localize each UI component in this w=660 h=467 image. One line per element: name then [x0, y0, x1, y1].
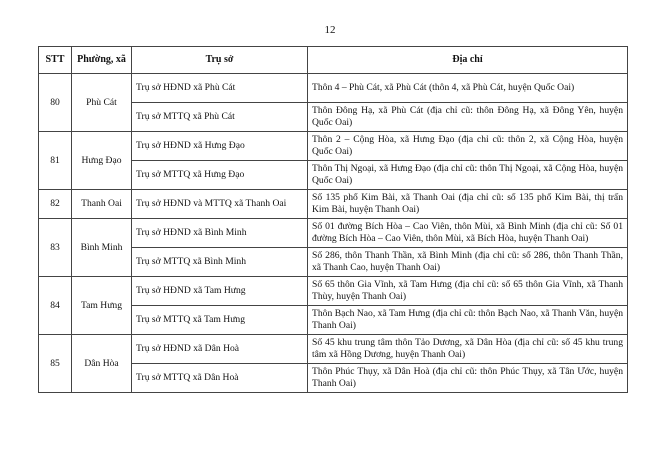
address-cell: Số 01 đường Bích Hòa – Cao Viên, thôn Mùi, xã Bình Minh (địa chỉ cũ: Số 01 đường Bích Hòa – Cao Viên, thôn Mùi, xã Bích Hòa, huyện Thanh Oai) [308, 219, 628, 248]
ward-cell: Thanh Oai [72, 190, 132, 219]
address-cell: Số 65 thôn Gia Vĩnh, xã Tam Hưng (địa chỉ cũ: số 65 thôn Gia Vĩnh, xã Thanh Thùy, huyện Thanh Oai) [308, 277, 628, 306]
office-cell: Trụ sở HĐND xã Phù Cát [132, 74, 308, 103]
stt-cell: 85 [39, 335, 72, 393]
office-cell: Trụ sở MTTQ xã Tam Hưng [132, 306, 308, 335]
address-cell: Thôn 4 – Phù Cát, xã Phù Cát (thôn 4, xã Phù Cát, huyện Quốc Oai) [308, 74, 628, 103]
office-cell: Trụ sở HĐND xã Hưng Đạo [132, 132, 308, 161]
stt-cell: 84 [39, 277, 72, 335]
table-header-row [39, 47, 628, 74]
ward-cell: Tam Hưng [72, 277, 132, 335]
table-row [39, 132, 628, 161]
address-cell: Thôn Bạch Nao, xã Tam Hưng (địa chỉ cũ: thôn Bạch Nao, xã Thanh Văn, huyện Thanh Oai) [308, 306, 628, 335]
header-stt: STT [39, 47, 72, 74]
stt-cell: 82 [39, 190, 72, 219]
office-address-table [38, 46, 628, 393]
header-ward: Phường, xã [72, 47, 132, 74]
ward-cell: Phù Cát [72, 74, 132, 132]
stt-cell: 80 [39, 74, 72, 132]
office-cell: Trụ sở MTTQ xã Bình Minh [132, 248, 308, 277]
office-cell: Trụ sở HĐND xã Bình Minh [132, 219, 308, 248]
stt-cell: 83 [39, 219, 72, 277]
table-row [39, 277, 628, 306]
office-cell: Trụ sở HĐND xã Dân Hoà [132, 335, 308, 364]
address-cell: Thôn 2 – Cộng Hòa, xã Hưng Đạo (địa chỉ cũ: thôn 2, xã Cộng Hòa, huyện Quốc Oai) [308, 132, 628, 161]
office-cell: Trụ sở HĐND và MTTQ xã Thanh Oai [132, 190, 308, 219]
ward-cell: Bình Minh [72, 219, 132, 277]
ward-cell: Hưng Đạo [72, 132, 132, 190]
stt-cell: 81 [39, 132, 72, 190]
ward-cell: Dân Hòa [72, 335, 132, 393]
table-row [39, 219, 628, 248]
address-cell: Thôn Thị Ngoại, xã Hưng Đạo (địa chỉ cũ: thôn Thị Ngoại, xã Cộng Hòa, huyện Quốc Oai) [308, 161, 628, 190]
office-cell: Trụ sở MTTQ xã Dân Hoà [132, 364, 308, 393]
office-cell: Trụ sở MTTQ xã Hưng Đạo [132, 161, 308, 190]
address-cell: Thôn Phúc Thụy, xã Dân Hoà (địa chỉ cũ: thôn Phúc Thụy, xã Tân Ước, huyện Thanh Oai) [308, 364, 628, 393]
office-cell: Trụ sở MTTQ xã Phù Cát [132, 103, 308, 132]
header-office: Trụ sở [132, 47, 308, 74]
page-number: 12 [324, 24, 336, 36]
address-cell: Số 135 phố Kim Bài, xã Thanh Oai (địa chỉ cũ: số 135 phố Kim Bài, thị trấn Kim Bài, huyện Thanh Oai) [308, 190, 628, 219]
address-cell: Số 286, thôn Thanh Thần, xã Bình Minh (địa chỉ cũ: số 286, thôn Thanh Thần, xã Thanh Cao, huyện Thanh Oai) [308, 248, 628, 277]
address-cell: Số 45 khu trung tâm thôn Tảo Dương, xã Dân Hòa (địa chỉ cũ: số 45 khu trung tâm xã Hồng Dương, huyện Thanh Oai) [308, 335, 628, 364]
address-cell: Thôn Đông Hạ, xã Phù Cát (địa chỉ cũ: thôn Đông Hạ, xã Đông Yên, huyện Quốc Oai) [308, 103, 628, 132]
table-row [39, 74, 628, 103]
header-address: Địa chỉ [308, 47, 628, 74]
table-row [39, 335, 628, 364]
table-row [39, 190, 628, 219]
office-cell: Trụ sở HĐND xã Tam Hưng [132, 277, 308, 306]
